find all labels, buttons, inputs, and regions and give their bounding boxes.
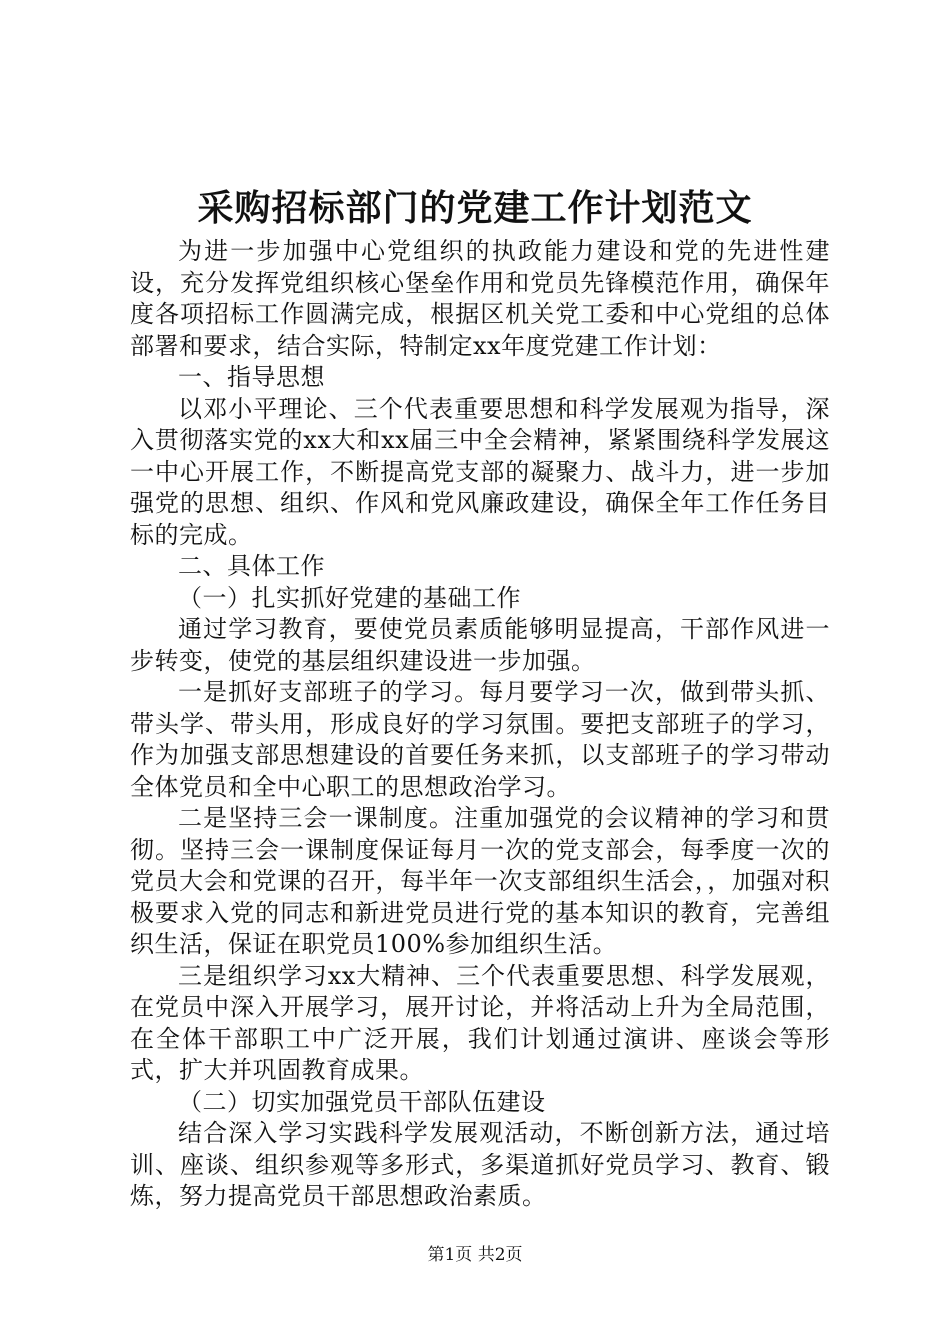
page-footer: 第1页 共2页: [427, 1245, 523, 1265]
basic-work-paragraph: 通过学习教育，要使党员素质能够明显提高，干部作风进一步转变，使党的基层组织建设进一步加强。: [130, 615, 830, 675]
item-two-paragraph: 二是坚持三会一课制度。注重加强党的会议精神的学习和贯彻。坚持三会一课制度保证每月一次的党支部会，每季度一次的党员大会和党课的召开，每半年一次支部组织生活会，，加强对积极要求入党的同志和新进党员进行党的基本知识的教育，完善组织生活，保证在职党员100%参加组织生活。: [130, 804, 830, 958]
intro-paragraph: 为进一步加强中心党组织的执政能力建设和党的先进性建设，充分发挥党组织核心堡垒作用和党员先锋模范作用，确保年度各项招标工作圆满完成，根据区机关党工委和中心党组的总体部署和要求，结合实际，特制定xx年度党建工作计划：: [130, 237, 830, 360]
item-one-paragraph: 一是抓好支部班子的学习。每月要学习一次，做到带头抓、带头学、带头用，形成良好的学习氛围。要把支部班子的学习，作为加强支部思想建设的首要任务来抓，以支部班子的学习带动全体党员和全中心职工的思想政治学习。: [130, 678, 830, 801]
item-three-paragraph: 三是组织学习xx大精神、三个代表重要思想、科学发展观，在党员中深入开展学习，展开讨论，并将活动上升为全局范围，在全体干部职工中广泛开展，我们计划通过演讲、座谈会等形式，扩大并巩固教育成果。: [130, 961, 830, 1084]
document-body: [130, 236, 830, 1213]
team-building-paragraph: 结合深入学习实践科学发展观活动，不断创新方法，通过培训、座谈、组织参观等多形式，多渠道抓好党员学习、教育、锻炼，努力提高党员干部思想政治素质。: [130, 1119, 830, 1210]
section-heading-guiding-ideology: 一、指导思想: [178, 363, 325, 391]
guiding-ideology-paragraph: 以邓小平理论、三个代表重要思想和科学发展观为指导，深入贯彻落实党的xx大和xx届三中全会精神，紧紧围绕科学发展这一中心开展工作，不断提高党支部的凝聚力、战斗力，进一步加强党的思想、组织、作风和党风廉政建设，确保全年工作任务目标的完成。: [130, 394, 830, 549]
document-title: 采购招标部门的党建工作计划范文: [197, 187, 753, 229]
subsection-heading-team-building: （二）切实加强党员干部队伍建设: [178, 1087, 546, 1116]
section-heading-specific-work: 二、具体工作: [178, 552, 325, 580]
subsection-heading-basic-work: （一）扎实抓好党建的基础工作: [178, 583, 521, 612]
